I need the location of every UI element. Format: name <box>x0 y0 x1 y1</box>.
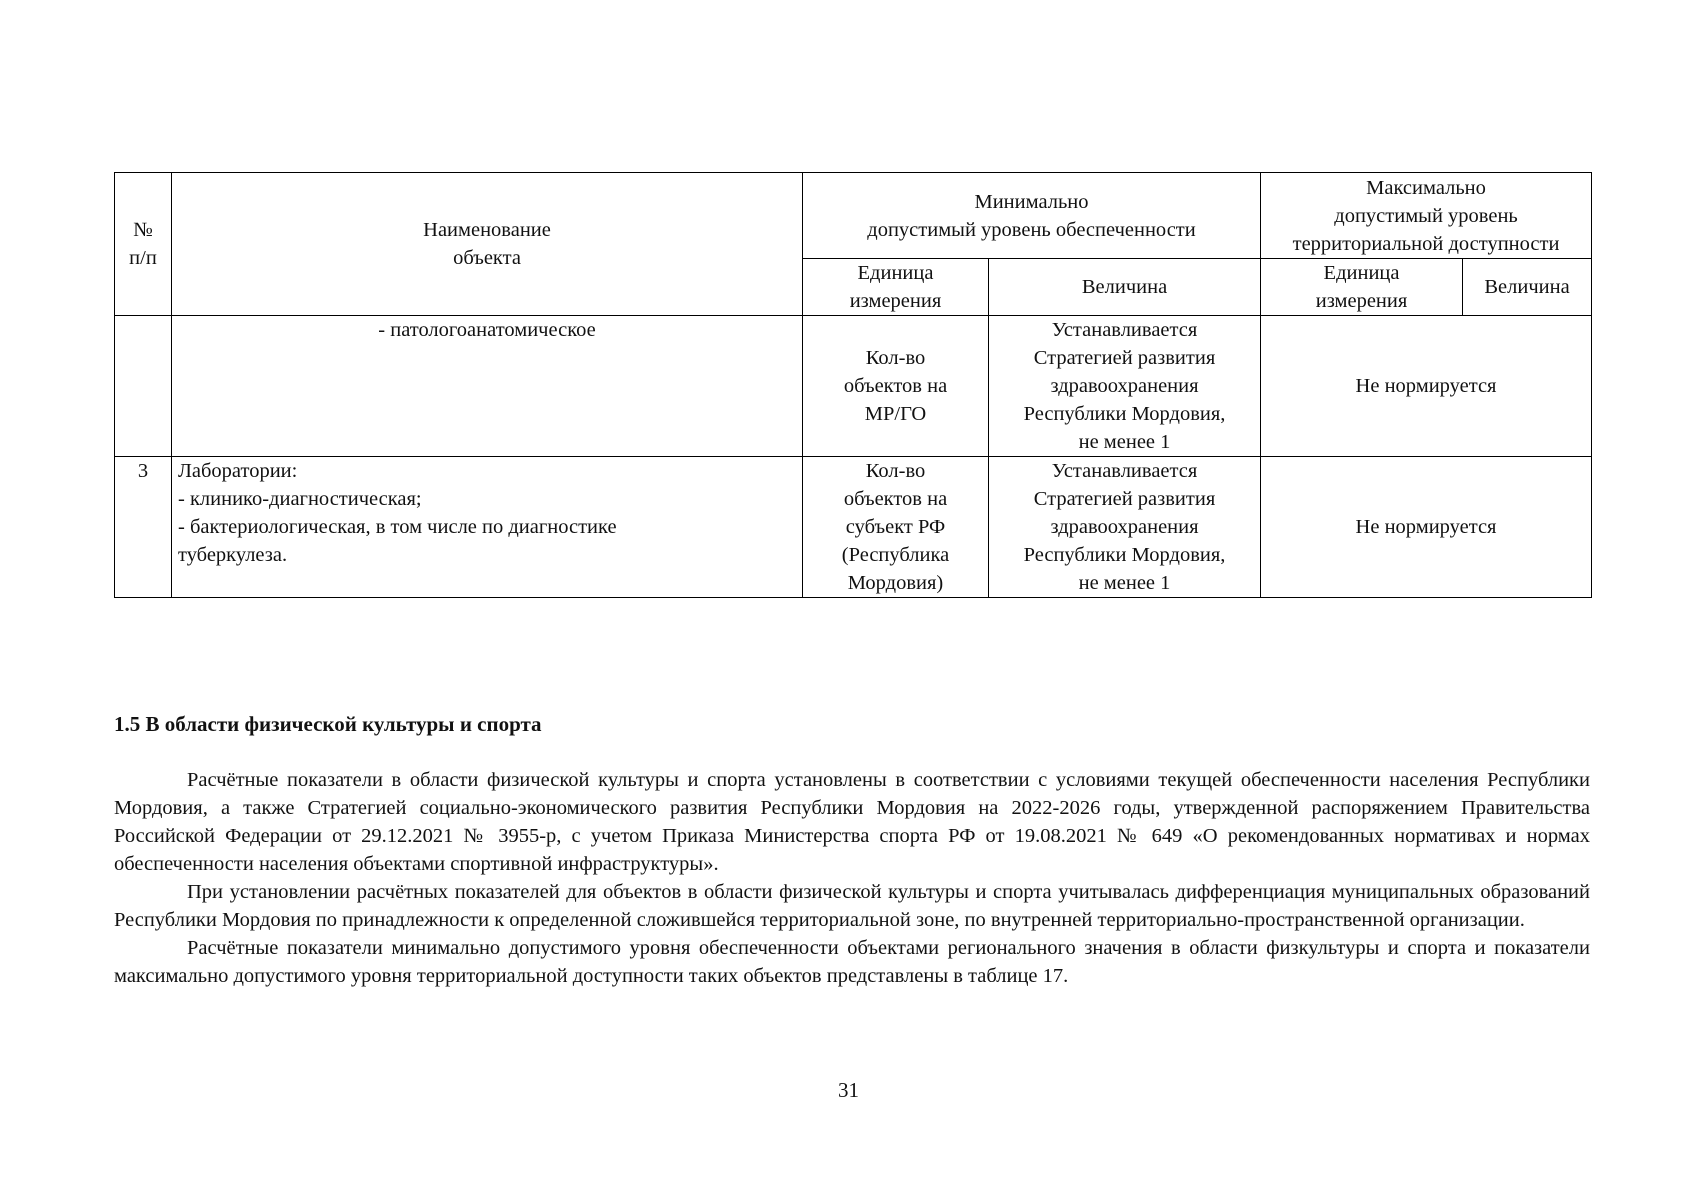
row-number <box>115 316 172 457</box>
header-max-unit: Единица измерения <box>1261 259 1463 316</box>
row-max-accessibility: Не нормируется <box>1261 316 1592 457</box>
header-number: № п/п <box>115 173 172 316</box>
norms-table <box>114 172 1592 598</box>
row-max-accessibility: Не нормируется <box>1261 457 1592 598</box>
row-unit: Кол-во объектов на МР/ГО <box>803 316 989 457</box>
header-min-provision: Минимально допустимый уровень обеспеченности <box>803 173 1261 259</box>
header-max-accessibility: Максимально допустимый уровень территориальной доступности <box>1261 173 1592 259</box>
row-object-name: Лаборатории: - клинико-диагностическая; - бактериологическая, в том числе по диагностике туберкулеза. <box>172 457 803 598</box>
header-max-value: Величина <box>1463 259 1592 316</box>
header-object-name: Наименование объекта <box>172 173 803 316</box>
row-value: Устанавливается Стратегией развития здравоохранения Республики Мордовия, не менее 1 <box>989 457 1261 598</box>
paragraph: При установлении расчётных показателей для объектов в области физической культуры и спорта учитывалась дифференциация муниципальных образований Республики Мордовия по принадлежности к определенной сложившейся территориальной зоне, по внутренней территориально-пространственной организации. <box>114 881 1590 931</box>
paragraph: Расчётные показатели минимально допустимого уровня обеспеченности объектами регионального значения в области физкультуры и спорта и показатели максимально допустимого уровня территориальной доступности таких объектов представлены в таблице 17. <box>114 937 1590 987</box>
row-value: Устанавливается Стратегией развития здравоохранения Республики Мордовия, не менее 1 <box>989 316 1261 457</box>
page-number: 31 <box>838 1078 859 1102</box>
paragraph: Расчётные показатели в области физической культуры и спорта установлены в соответствии с условиями текущей обеспеченности населения Республики Мордовия, а также Стратегией социально-экономического развития Республики Мордовия на 2022-2026 годы, утвержденной распоряжением Правительства Российской Федерации от 29.12.2021 № 3955-р, с учетом Приказа Министерства спорта РФ от 19.08.2021 № 649 «О рекомендованных нормативах и нормах обеспеченности населения объектами спортивной инфраструктуры». <box>114 769 1590 875</box>
row-number: 3 <box>115 457 172 598</box>
row-object-name: - патологоанатомическое <box>172 316 803 457</box>
section-heading: 1.5 В области физической культуры и спорта <box>114 712 542 736</box>
table-row <box>115 457 1592 598</box>
table-row <box>115 316 1592 457</box>
header-min-unit: Единица измерения <box>803 259 989 316</box>
section-body <box>114 766 1590 990</box>
table-header-row <box>115 173 1592 259</box>
header-min-value: Величина <box>989 259 1261 316</box>
row-unit: Кол-во объектов на субъект РФ (Республика Мордовия) <box>803 457 989 598</box>
